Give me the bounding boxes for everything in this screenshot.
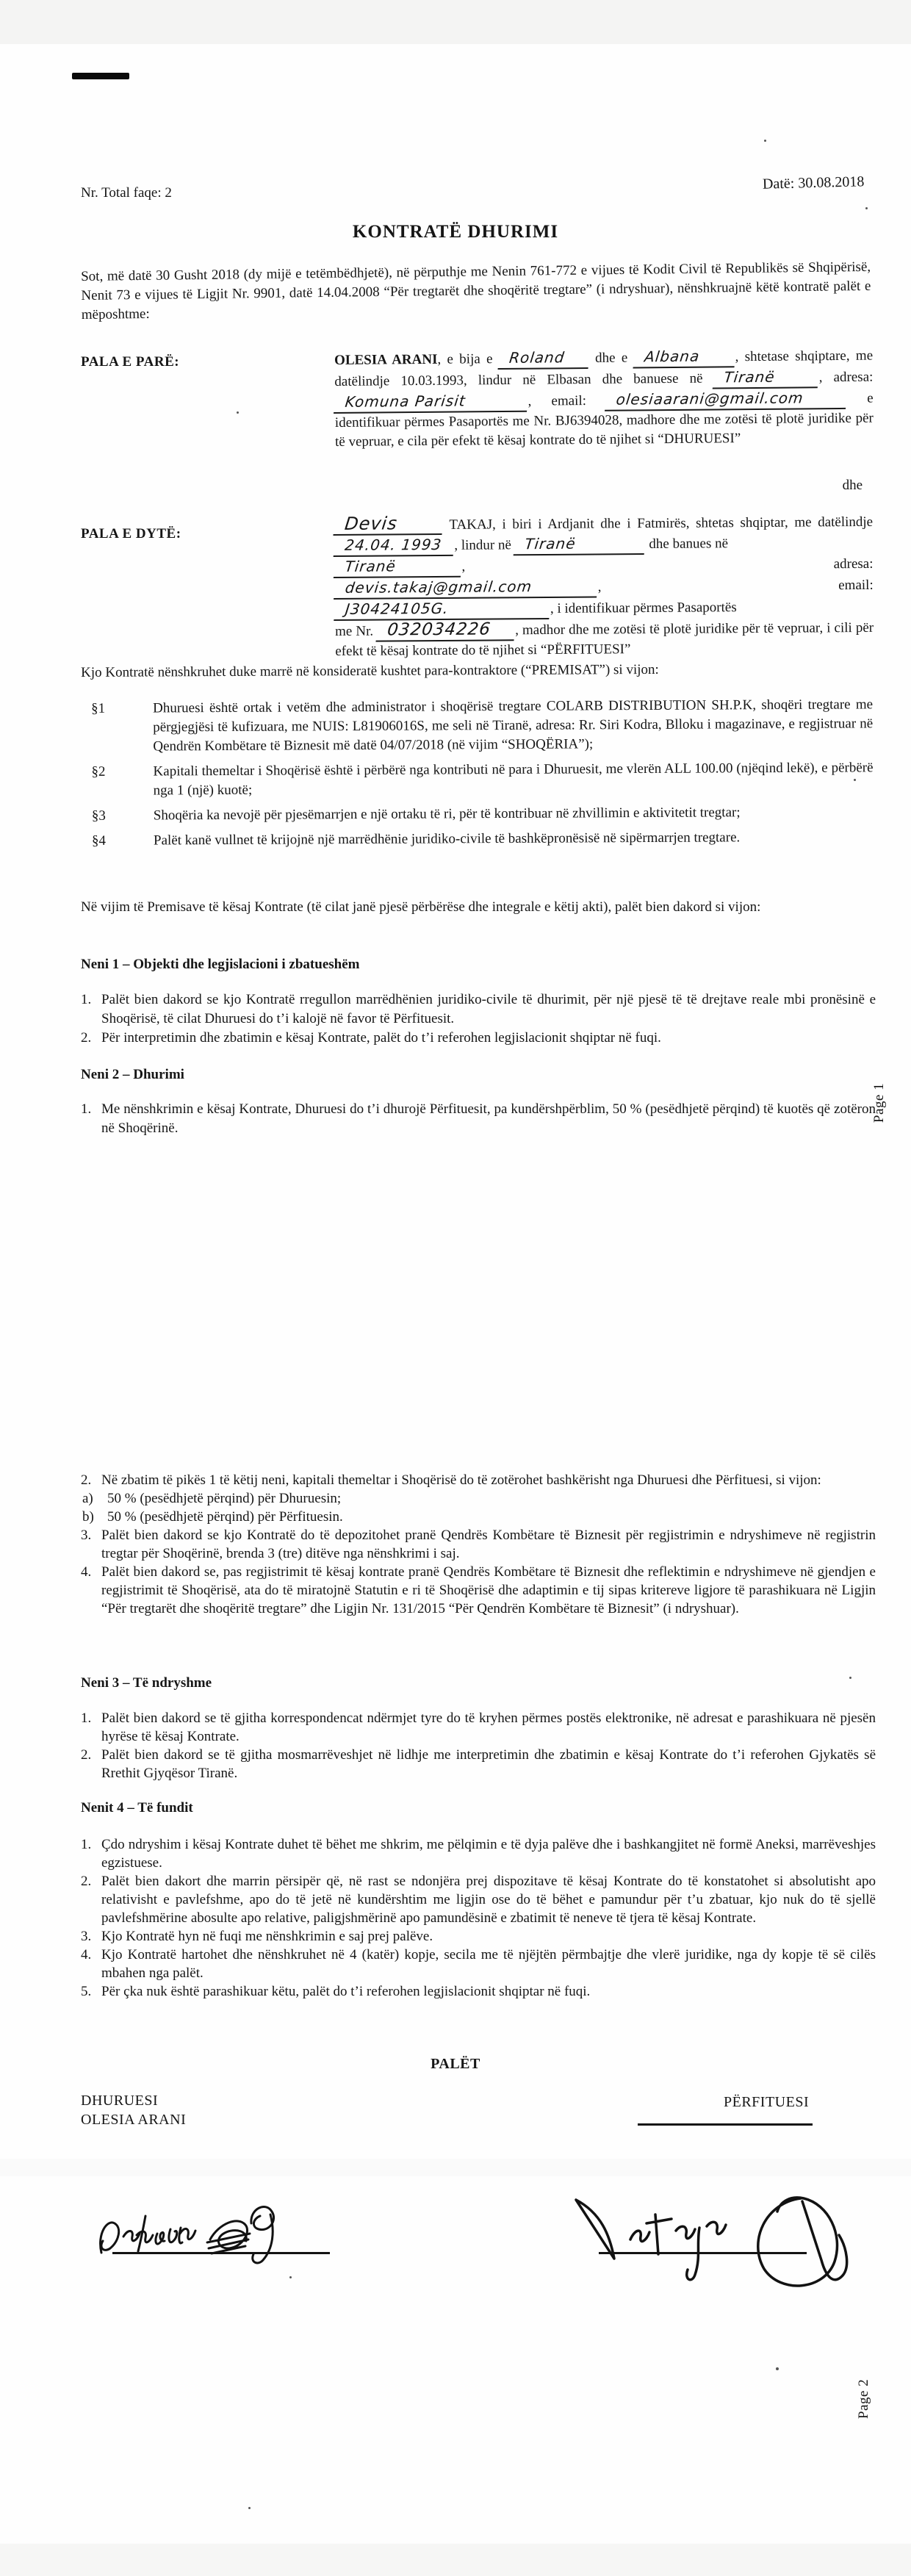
neni1-list <box>81 990 876 1048</box>
numbered-item <box>81 1982 876 2001</box>
item-number: 4. <box>81 1947 92 1962</box>
item-text: Kjo Kontratë hartohet dhe nënshkruhet në 4 (katër) kopje, secila me të njëjtën përmbajtje dhe vlerë juridike, nga dy kopje të së cilës mbahen nga palët. <box>101 1947 876 1981</box>
document-date: Datë: 30.08.2018 <box>762 173 865 193</box>
party1-seg2: dhe e <box>588 350 634 366</box>
party1-email-handwritten: olesiaarani@gmail.com <box>605 388 848 411</box>
party1-label: PALA E PARË: <box>81 354 180 370</box>
numbered-item <box>81 1526 876 1563</box>
lettered-item <box>81 1508 876 1526</box>
party2-birthdate-handwritten: 24.04. 1993 <box>334 535 455 557</box>
party1-seg3: , shtetase shqiptare, me datëlindje 10.03.1993, lindur në Elbasan dhe banuese në <box>334 348 874 389</box>
signature-dhuruesi <box>94 2191 348 2275</box>
premise-marker: §2 <box>91 763 106 780</box>
party2-seg5: me Nr. <box>335 623 378 639</box>
page1-marker: Page 1 <box>871 1082 887 1123</box>
party2-comma2: , <box>597 579 602 595</box>
item-number: 3. <box>81 1528 92 1543</box>
numbered-item <box>81 1872 876 1927</box>
party2-email-handwritten: devis.takaj@gmail.com <box>334 576 599 600</box>
item-text: Çdo ndryshim i kësaj Kontrate duhet të bëhet me shkrim, me pëlqimin e të dyja palëve dhe i bashkangjitet në formë Aneksi, marrëveshjes egzistuese. <box>101 1837 876 1871</box>
scan-speck <box>237 411 239 414</box>
party2-residence-handwritten: Tiranë <box>334 556 463 578</box>
party2-address-label: adresa: <box>833 555 874 572</box>
party2-id-handwritten: J30424105G. <box>334 598 551 621</box>
scan-speck <box>854 779 856 781</box>
item-text: Për çka nuk është parashikuar këtu, palët do t’i referohen legjislacionit shqiptar në fuqi. <box>101 1984 591 1999</box>
numbered-item <box>81 1100 876 1138</box>
scan-band-top <box>0 0 911 44</box>
party2-firstname-handwritten: Devis <box>333 514 444 536</box>
signature-dhuruesi-ink <box>94 2191 348 2275</box>
signer-right-role-line <box>638 2123 813 2126</box>
item-number: 2. <box>81 1747 92 1763</box>
signature-perfituesi-ink <box>566 2184 867 2305</box>
numbered-item <box>81 1471 876 1489</box>
premises-list <box>81 695 874 857</box>
premises-intro: Kjo Kontratë nënshkruhet duke marrë në konsideratë kushtet para-kontraktore (“PREMISAT”) si vijon: <box>81 661 659 680</box>
item-text: Kjo Kontratë hyn në fuqi me nënshkrimin e saj prej palëve. <box>101 1929 433 1944</box>
party1-mother-handwritten: Albana <box>633 346 736 368</box>
item-number: 1. <box>81 1710 92 1726</box>
premise-item <box>81 695 873 757</box>
party2-passport-handwritten: 032034226 <box>375 619 516 641</box>
neni3-list <box>81 1709 876 1782</box>
item-text: 50 % (pesëdhjetë përqind) për Dhuruesin; <box>107 1491 342 1506</box>
party2-birthcity-handwritten: Tiranë <box>514 533 647 555</box>
premise-item <box>82 802 874 826</box>
parties-heading: PALËT <box>431 2056 480 2072</box>
page-title: KONTRATË DHURIMI <box>352 222 559 242</box>
party1-address-handwritten: Komuna Parisit <box>334 391 529 414</box>
item-text: Palët bien dakord se të gjitha mosmarrëveshjet në lidhje me interpretimin dhe zbatimin e kësaj Kontrate do t’i referohen Gjykatës së Rrethit Gjyqësor Tiranë. <box>101 1747 876 1781</box>
item-number: 2. <box>81 1030 92 1046</box>
scan-speck <box>289 2276 292 2278</box>
scan-band-mid <box>0 2159 911 2176</box>
party1-seg4: , adresa: <box>818 369 874 386</box>
lettered-item <box>81 1489 876 1508</box>
item-number: 1. <box>81 1837 92 1852</box>
signature-dhuruesi-line <box>112 2252 330 2254</box>
party1-name: OLESIA ARANI <box>334 351 438 368</box>
item-number: 3. <box>81 1929 92 1944</box>
scan-speck <box>764 140 766 142</box>
item-number: 1. <box>81 992 92 1007</box>
party2-email-label: email: <box>838 577 874 594</box>
numbered-item <box>81 1709 876 1746</box>
numbered-item <box>81 1746 876 1782</box>
neni2-list <box>81 1100 876 1138</box>
agreement-intro: Në vijim të Premisave të kësaj Kontrate (të cilat janë pjesë përbërëse dhe integrale e këtij akti), palët bien dakord si vijon: <box>81 899 761 915</box>
item-text: Me nënshkrimin e kësaj Kontrate, Dhuruesi do t’i dhurojë Përfituesit, pa kundërshpërblim, 50 % (pesëdhjetë përqind) të kuotës që zotëron në Shoqërinë. <box>101 1101 876 1136</box>
item-number: 4. <box>81 1564 92 1580</box>
scan-band-bottom <box>0 2544 911 2576</box>
numbered-item <box>81 1946 876 1982</box>
item-text: Palët bien dakord se kjo Kontratë do të depozitohet pranë Qendrës Kombëtare të Biznesit për regjistrimin e ndryshimeve në regjistrin tregtar për Shoqërinë, brenda 3 (tre) ditëve nga nënshkrimi i saj. <box>101 1528 876 1561</box>
numbered-item <box>81 1029 876 1048</box>
scan-mark-bar <box>72 73 129 79</box>
neni2-continuation-list <box>81 1471 876 1618</box>
scan-speck <box>776 2367 779 2370</box>
item-text: Në zbatim të pikës 1 të këtij neni, kapitali themeltar i Shoqërisë do të zotërohet bashkërisht nga Dhuruesi dhe Përfituesi, si vijon: <box>101 1472 821 1488</box>
premise-item <box>82 827 874 851</box>
party1-city-handwritten: Tiranë <box>713 367 820 389</box>
signer-left-name: OLESIA ARANI <box>81 2112 187 2128</box>
item-text: Palët bien dakord se kjo Kontratë rregullon marrëdhënien juridiko-civile të dhurimit, për një pjesë të të drejtave reale mbi pronësinë e Shoqërisë, të cilat Dhuruesi do t’i kalojë në favor të Përfituesit. <box>101 992 876 1026</box>
signer-right-role: PËRFITUESI <box>724 2094 810 2110</box>
numbered-item <box>81 1927 876 1946</box>
party1-father-handwritten: Roland <box>497 348 590 370</box>
premise-text: Kapitali themeltar i Shoqërisë është i përbërë nga kontributi në para i Dhuruesit, me vlerën ALL 100.00 (njëqind lekë), e përbërë nga 1 (një) kuotë; <box>153 760 874 799</box>
item-text: Palët bien dakort dhe marrin përsipër që, në rast se ndonjëra prej dispozitave të kësaj Kontrate do të konstatohet si absolutisht apo relativisht e pavlefshme, apo do të jetë në kundërshtim me ligjin ose do të bëhet e pamundur për t’u zbatuar, kjo nuk do të sjellë pavlefshmërine abosulte apo relative, paligjshmërinë apo pamundësinë e zbatimit të neneve të tjera të kësaj Kontrate. <box>101 1874 876 1926</box>
neni4-list <box>81 1835 876 2001</box>
party2-paragraph <box>334 511 874 661</box>
item-text: 50 % (pesëdhjetë përqind) për Përfituesin. <box>107 1509 343 1525</box>
item-letter: b) <box>82 1509 94 1525</box>
premise-text: Shoqëria ka nevojë për pjesëmarrjen e një ortaku të ri, për të kontribuar në zhvillimin e aktivitetit tregtar; <box>153 805 741 824</box>
signer-left-role: DHURUESI <box>81 2093 159 2109</box>
item-text: Për interpretimin dhe zbatimin e kësaj Kontrate, palët do t’i referohen legjislacionit shqiptar në fuqi. <box>101 1030 661 1046</box>
party2-seg3: dhe banues në <box>645 536 729 553</box>
numbered-item <box>81 990 876 1029</box>
signature-perfituesi-line <box>599 2252 807 2254</box>
neni3-title: Neni 3 – Të ndryshme <box>81 1675 212 1691</box>
party1-seg1: , e bija e <box>437 351 499 367</box>
item-letter: a) <box>82 1491 93 1506</box>
item-number: 2. <box>81 1472 92 1488</box>
neni4-title: Nenit 4 – Të fundit <box>81 1800 193 1816</box>
party1-paragraph <box>334 345 874 452</box>
page2-marker: Page 2 <box>856 2378 871 2420</box>
party2-line1 <box>334 511 873 557</box>
scan-speck <box>849 1677 851 1679</box>
scan-speck <box>248 2507 251 2509</box>
item-number: 5. <box>81 1984 92 1999</box>
party1-seg6: e identifikuar përmes Pasaportës me Nr. BJ6394028, madhore dhe me zotësi të plotë juridike për të vepruar, e cila për efekt të kësaj kontrate do të njihet si “DHURUESI” <box>334 390 874 450</box>
total-pages-note: Nr. Total faqe: 2 <box>81 185 172 201</box>
party2-seg6: , madhor dhe me zotësi të plotë juridike për të vepruar, i cili për efekt të kësaj kontrate do të njihet si “PËRFITUESI” <box>335 619 874 659</box>
party1-seg5: , email: <box>527 392 607 409</box>
premise-text: Palët kanë vullnet të krijojnë një marrëdhënie juridiko-civile të bashkëpronësisë në sipërmarrjen tregtare. <box>153 830 741 849</box>
premise-marker: §3 <box>91 807 106 824</box>
party2-seg4: , i identifikuar përmes Pasaportës <box>550 600 737 616</box>
premise-marker: §1 <box>91 700 106 716</box>
signature-perfituesi <box>566 2184 867 2305</box>
party2-seg2: , lindur në <box>454 537 515 553</box>
party2-line-passport <box>335 617 874 661</box>
item-number: 1. <box>81 1101 92 1117</box>
conjunction-dhe: dhe <box>842 478 863 493</box>
premise-text: Dhuruesi është ortak i vetëm dhe administrator i shoqërisë tregtare COLARB DISTRIBUTION SH.P.K, shoqëri tregtare me përgjegjësi të kufizuara, me NUIS: L81906016S, me seli në Tiranë, adresa: Rr. Siri Kodra, Blloku i magazinave, e regjistruar në Qendrën Kombëtare të Biznesit më datë 04/07/2018 (në vijim “SHOQËRIA”); <box>153 697 874 755</box>
item-number: 2. <box>81 1874 92 1889</box>
intro-paragraph: Sot, më datë 30 Gusht 2018 (dy mijë e tetëmbëdhjetë), në përputhje me Nenin 761-772 e vijues të Kodit Civil të Republikës së Shqipërisë, Nenit 73 e vijues të Ligjit Nr. 9901, datë 14.04.2008 “Për tregtarët dhe shoqëritë tregtare” (i ndryshuar), nënshkruajnë këtë kontratë palët e mëposhtme: <box>81 259 871 323</box>
item-text: Palët bien dakord se, pas regjistrimit të kësaj kontrate pranë Qendrës Kombëtare të Biznesit dhe reflektimin e ndryshimeve në gjendjen e regjistrimit të Shoqërisë, ata do të miratojnë Statutin e ri të Shoqërisë dhe adaptimin e tij sipas kritereve ligjore të parashikuara në Ligjin “Për tregtarët dhe shoqëritë tregtare” dhe Ligjin Nr. 131/2015 “Për Qendrën Kombëtare të Biznesit” (i ndryshuar). <box>101 1564 876 1616</box>
neni2-title: Neni 2 – Dhurimi <box>81 1067 184 1082</box>
premise-marker: §4 <box>91 832 107 849</box>
party2-label: PALA E DYTË: <box>81 526 181 542</box>
neni1-title: Neni 1 – Objekti dhe legjislacioni i zbatueshëm <box>81 957 360 972</box>
scan-speck <box>865 207 868 209</box>
numbered-item <box>81 1835 876 1872</box>
party2-seg1: TAKAJ, i biri i Ardjanit dhe i Fatmirës, shtetas shqiptar, me datëlindje <box>443 514 874 533</box>
item-text: Palët bien dakord se të gjitha korrespondencat ndërmjet tyre do të kryhen përmes postës elektronike, në adresat e parashikuara në pjesën hyrëse të kësaj Kontrate. <box>101 1710 876 1744</box>
party2-comma1: , <box>461 558 466 575</box>
numbered-item <box>81 1563 876 1618</box>
premise-item <box>81 758 873 801</box>
